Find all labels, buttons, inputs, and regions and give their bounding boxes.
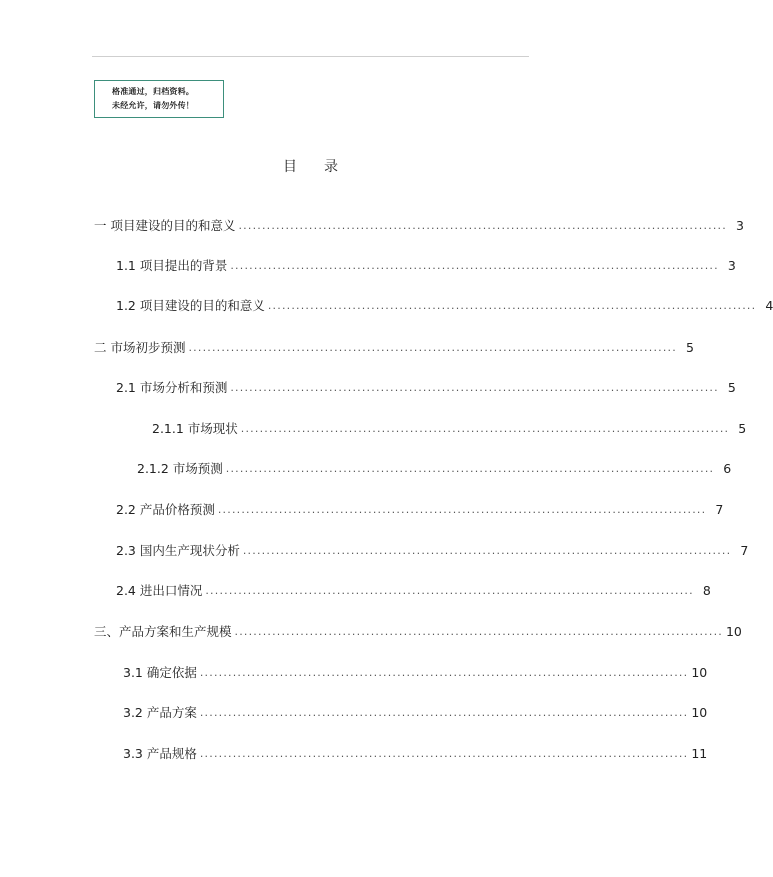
toc-title-char-2: 录 [324,159,338,175]
notice-box [94,80,224,118]
toc-leader-dots: ........................................................................................................ [234,624,723,638]
toc-entry-page: 5 [685,339,694,355]
toc-leader-dots: ........................................................................................................ [267,298,757,312]
toc-leader-dots: ........................................................................................................ [199,665,689,679]
toc-entry-page: 3 [727,257,736,273]
toc-entry[interactable] [152,418,747,438]
toc-entry-label: 2.1.1 市场现状 [152,421,238,436]
toc-entry[interactable] [137,458,732,478]
toc-entry-page: 5 [738,420,747,436]
toc-entry-page: 3 [735,217,744,233]
toc-entry-label: 1.1 项目提出的背景 [116,258,228,273]
toc-entry-label: 2.2 产品价格预测 [116,502,215,517]
toc-title [0,156,621,176]
toc-entry-page: 4 [765,297,773,313]
toc-entry[interactable] [116,295,773,315]
toc-entry[interactable] [94,215,744,235]
toc-leader-dots: ........................................................................................................ [230,258,719,272]
toc-leader-dots: ........................................................................................................ [199,746,689,760]
toc-entry-page: 8 [702,582,711,598]
toc-entry-page: 10 [691,704,708,720]
toc-leader-dots: ........................................................................................................ [240,421,730,435]
toc-entry-label: 三、产品方案和生产规模 [94,624,232,639]
header-rule [92,56,529,57]
toc-leader-dots: ........................................................................................................ [205,583,694,597]
toc-entry[interactable] [94,621,742,641]
toc-leader-dots: ........................................................................................................ [238,218,727,232]
toc-entry-page: 6 [723,460,732,476]
toc-entry-label: 2.3 国内生产现状分析 [116,543,240,558]
toc-entry-page: 7 [715,501,724,517]
toc-leader-dots: ........................................................................................................ [188,340,677,354]
notice-line-1: 格准通过，归档资料。 [112,87,194,96]
toc-entry-label: 1.2 项目建设的目的和意义 [116,298,265,313]
toc-leader-dots: ........................................................................................................ [225,461,715,475]
toc-entry-label: 2.4 进出口情况 [116,583,203,598]
toc-leader-dots: ........................................................................................................ [217,502,707,516]
toc-entry-page: 10 [725,623,742,639]
toc-entry[interactable] [116,580,711,600]
notice-line-2: 未经允许，请勿外传！ [112,101,194,110]
toc-entry-page: 5 [727,379,736,395]
toc-entry[interactable] [123,662,708,682]
toc-entry[interactable] [116,540,749,560]
toc-entry-label: 一 项目建设的目的和意义 [94,218,236,233]
toc-entry[interactable] [94,337,694,357]
toc-entry-label: 3.1 确定依据 [123,665,197,680]
toc-entry-page: 7 [740,542,749,558]
toc-leader-dots: ........................................................................................................ [199,705,689,719]
toc-entry[interactable] [116,499,724,519]
toc-leader-dots: ........................................................................................................ [242,543,732,557]
toc-entry-label: 3.2 产品方案 [123,705,197,720]
toc-entry[interactable] [116,377,736,397]
toc-title-char-1: 目 [283,159,297,175]
toc-entry-page: 10 [691,664,708,680]
toc-entry-label: 2.1.2 市场预测 [137,461,223,476]
toc-entry[interactable] [123,702,708,722]
toc-leader-dots: ........................................................................................................ [230,380,719,394]
toc-entry-label: 3.3 产品规格 [123,746,197,761]
toc-entry-page: 11 [691,745,708,761]
toc-entry-label: 二 市场初步预测 [94,340,186,355]
toc-entry-label: 2.1 市场分析和预测 [116,380,228,395]
toc-entry[interactable] [116,255,736,275]
toc-entry[interactable] [123,743,708,763]
